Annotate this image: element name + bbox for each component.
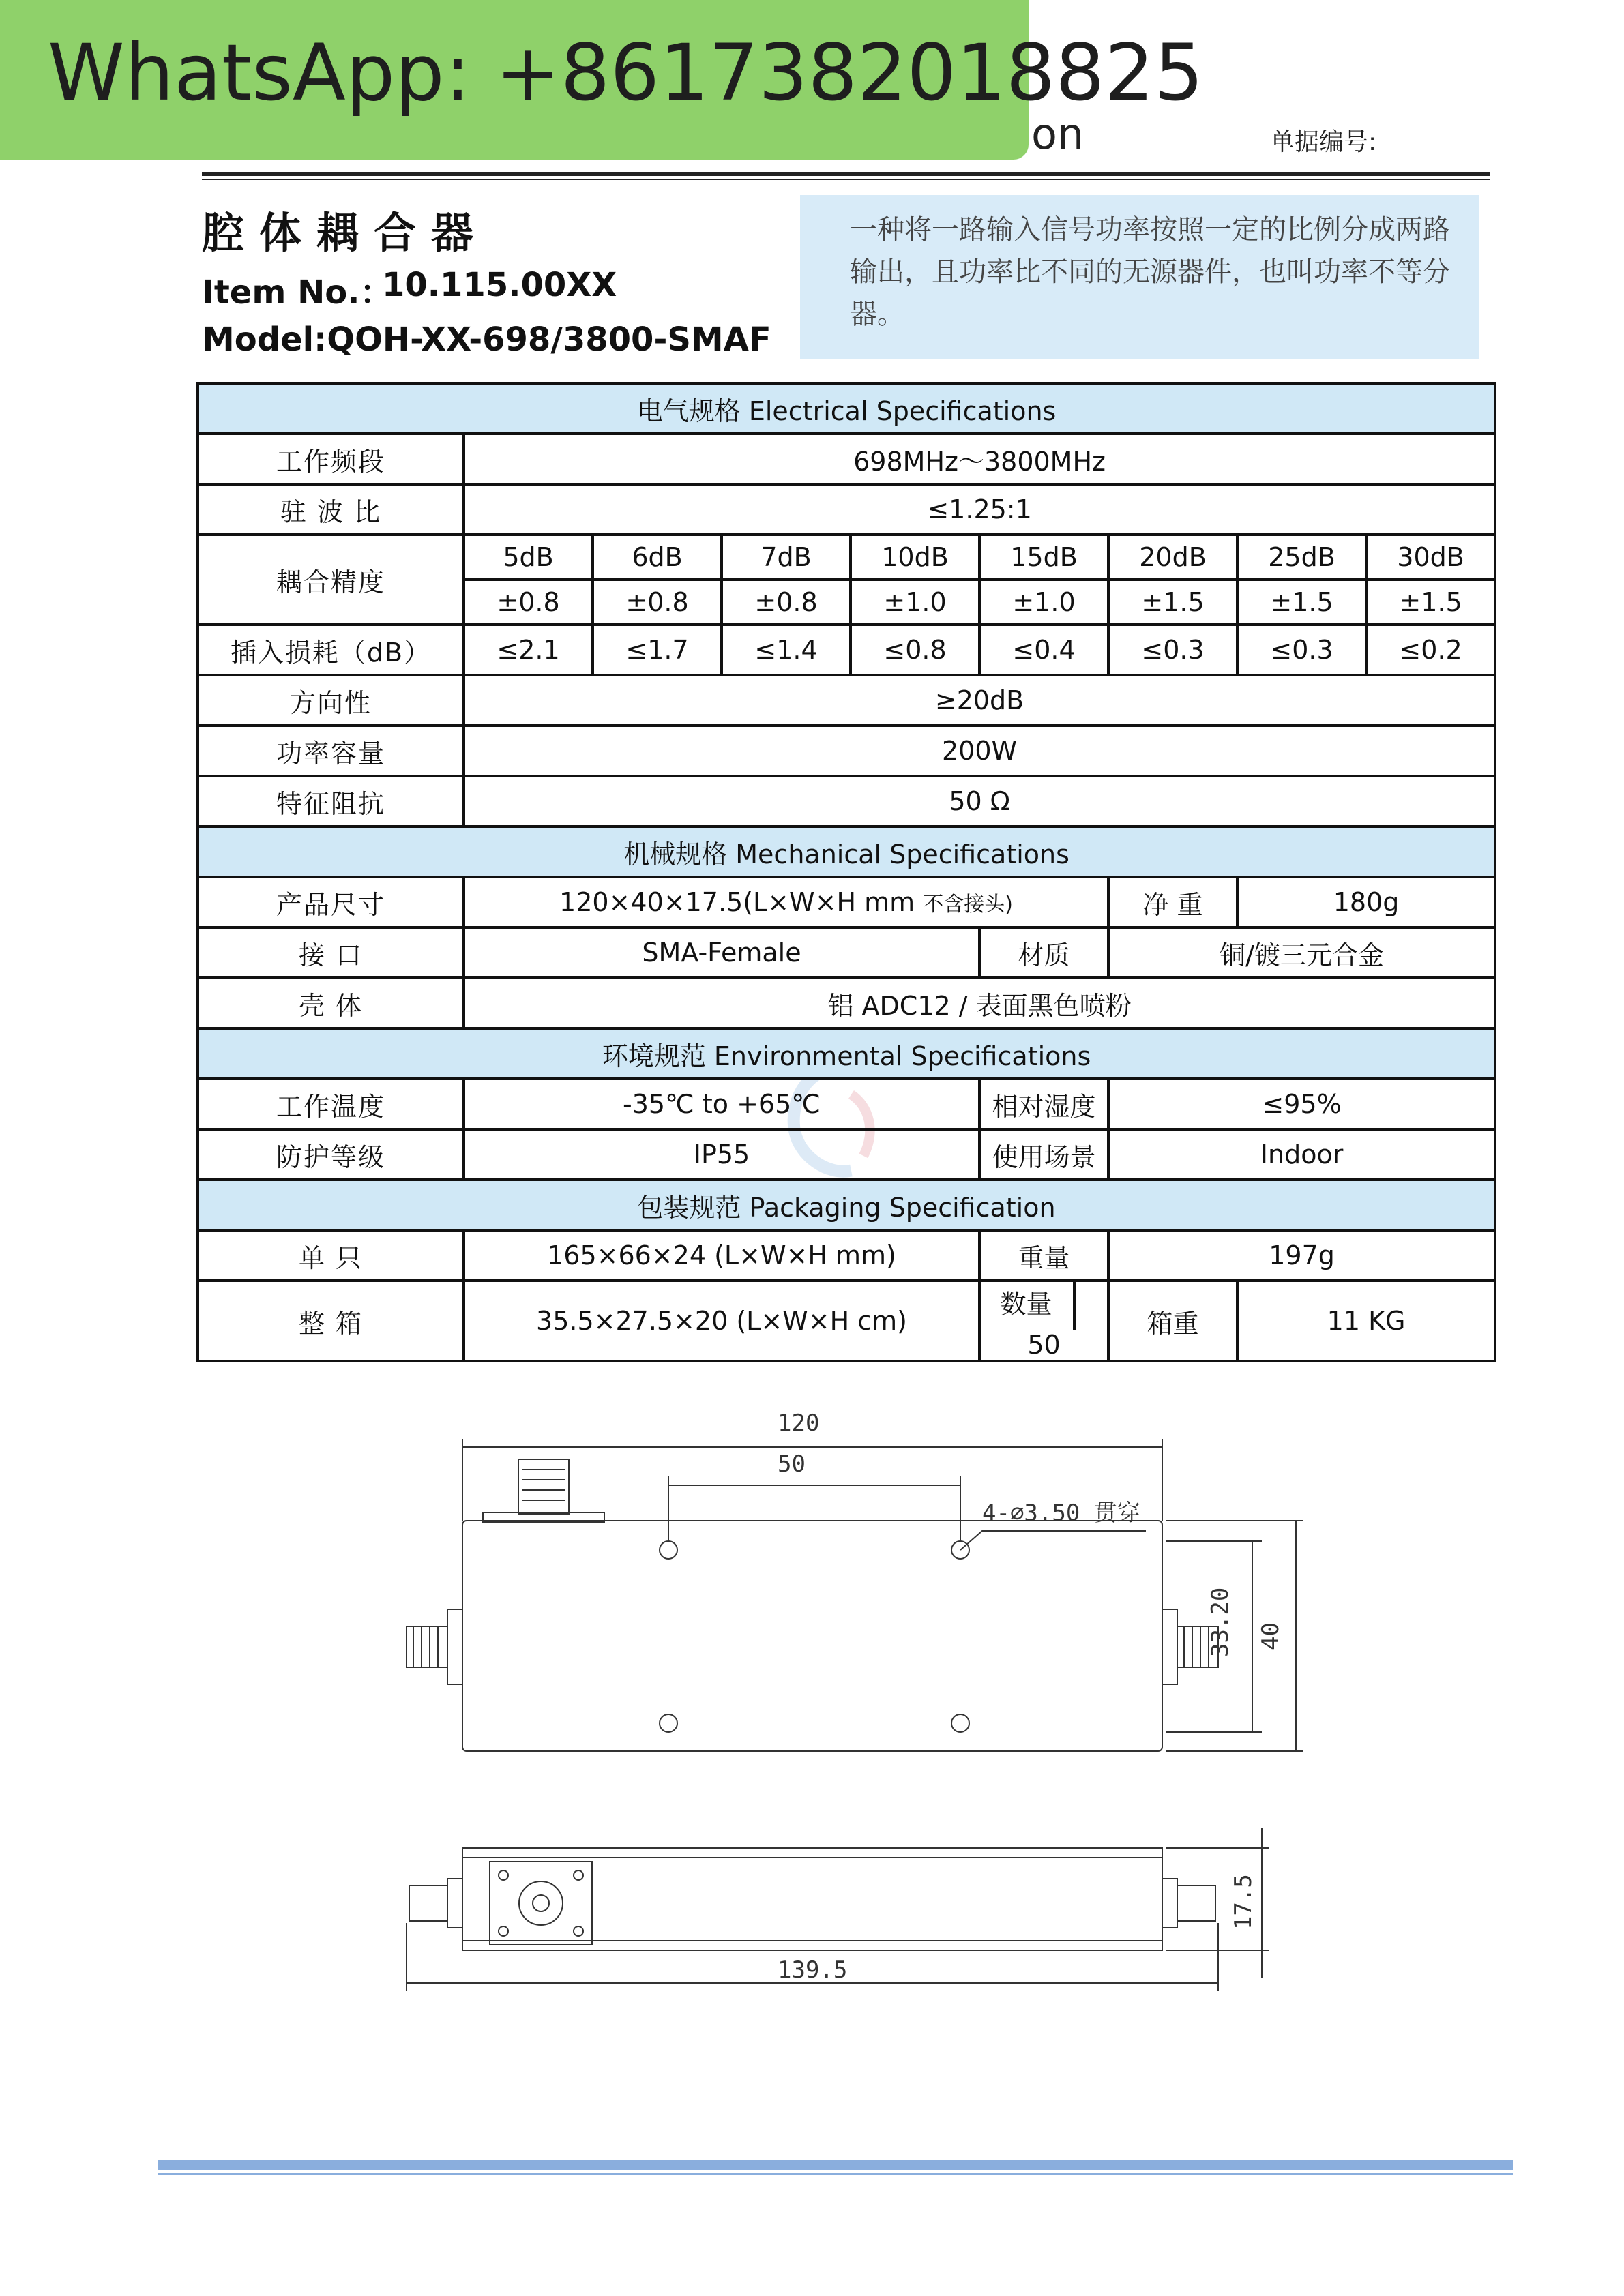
accuracy-value: ±0.8 — [464, 580, 593, 625]
power-value: 200W — [464, 726, 1495, 776]
header-rule-thin — [202, 179, 1490, 180]
port-value: SMA-Female — [464, 927, 979, 978]
housing-value: 铝 ADC12 / 表面黑色喷粉 — [464, 978, 1495, 1028]
size-label: 产品尺寸 — [198, 877, 464, 927]
footer-rule-thin — [158, 2173, 1513, 2175]
document-number-label: 单据编号: — [1270, 128, 1377, 156]
table-row — [198, 675, 1495, 726]
flange-screw — [499, 1926, 508, 1936]
table-row — [198, 978, 1495, 1028]
coupling-value: 15dB — [979, 535, 1108, 580]
humidity-label: 相对湿度 — [979, 1079, 1108, 1129]
size-value — [464, 877, 1108, 927]
dimension-total-length: 139.5 — [778, 1956, 848, 1984]
coupling-value: 30dB — [1366, 535, 1495, 580]
insertion-loss-label: 插入损耗（dB） — [198, 625, 464, 675]
environmental-section-title: 环境规范 Environmental Specifications — [198, 1028, 1495, 1079]
insertion-loss-value: ≤1.4 — [722, 625, 851, 675]
table-row — [198, 1079, 1495, 1129]
material-value: 铜/镀三元合金 — [1108, 927, 1495, 978]
flange-screw — [574, 1926, 583, 1936]
table-row — [198, 927, 1495, 978]
packaging-section-row — [198, 1180, 1495, 1230]
coupling-label: 耦合精度 — [198, 535, 464, 625]
whatsapp-contact-text: WhatsApp: +8617382018825 — [48, 27, 1204, 118]
temperature-label: 工作温度 — [198, 1079, 464, 1129]
frequency-value: 698MHz～3800MHz — [464, 434, 1495, 484]
box-value: 35.5×27.5×20 (L×W×H cm) — [464, 1281, 979, 1361]
unit-weight-label: 重量 — [979, 1230, 1108, 1281]
product-title-cn: 腔体耦合器 — [202, 208, 489, 258]
side-left-connector-flange — [447, 1879, 462, 1928]
insertion-loss-value: ≤0.3 — [1108, 625, 1237, 675]
quantity-cell — [979, 1281, 1108, 1361]
unit-label: 单 只 — [198, 1230, 464, 1281]
impedance-value: 50 Ω — [464, 776, 1495, 826]
directivity-value: ≥20dB — [464, 675, 1495, 726]
size-note: 不含接头) — [923, 893, 1013, 916]
dimension-line-hole-spacing — [668, 1476, 960, 1541]
accuracy-value: ±0.8 — [593, 580, 722, 625]
top-view-body — [462, 1521, 1162, 1751]
mechanical-section-title: 机械规格 Mechanical Specifications — [198, 826, 1495, 877]
unit-weight-value: 197g — [1108, 1230, 1495, 1281]
table-row — [198, 535, 1495, 580]
accuracy-value: ±1.5 — [1108, 580, 1237, 625]
mechanical-section-row — [198, 826, 1495, 877]
coupling-value: 20dB — [1108, 535, 1237, 580]
net-weight-value: 180g — [1237, 877, 1495, 927]
insertion-loss-value: ≤2.1 — [464, 625, 593, 675]
environmental-section-row — [198, 1028, 1495, 1079]
top-connector-thread — [522, 1470, 565, 1500]
side-view-port-pin — [533, 1895, 549, 1911]
mounting-hole — [660, 1714, 677, 1732]
left-connector-flange — [447, 1609, 462, 1684]
top-connector — [518, 1459, 569, 1514]
insertion-loss-value: ≤0.4 — [979, 625, 1108, 675]
flange-screw — [499, 1870, 508, 1880]
side-view-edges — [462, 1858, 1162, 1941]
product-description: 一种将一路输入信号功率按照一定的比例分成两路输出，且功率比不同的无源器件，也叫功率不等分器。 — [850, 214, 1450, 330]
packaging-section-title: 包装规范 Packaging Specification — [198, 1180, 1495, 1230]
protection-value: IP55 — [464, 1129, 979, 1180]
side-view-port-flange — [490, 1862, 592, 1945]
net-weight-label: 净 重 — [1108, 877, 1237, 927]
box-weight-label: 箱重 — [1108, 1281, 1237, 1361]
accuracy-value: ±1.5 — [1366, 580, 1495, 625]
coupling-value: 5dB — [464, 535, 593, 580]
housing-label: 壳 体 — [198, 978, 464, 1028]
side-left-connector — [409, 1885, 447, 1921]
insertion-loss-value: ≤1.7 — [593, 625, 722, 675]
impedance-label: 特征阻抗 — [198, 776, 464, 826]
temperature-value: -35℃ to +65℃ — [464, 1079, 979, 1129]
technical-drawing — [382, 1391, 1323, 2018]
flange-screw — [574, 1870, 583, 1880]
table-row — [198, 877, 1495, 927]
side-view-body — [462, 1848, 1162, 1950]
directivity-label: 方向性 — [198, 675, 464, 726]
quantity-value: 50 — [1027, 1330, 1061, 1360]
dimension-length: 120 — [778, 1410, 820, 1437]
side-view-port — [519, 1881, 563, 1925]
insertion-loss-value: ≤0.2 — [1366, 625, 1495, 675]
electrical-section-title: 电气规格 Electrical Specifications — [198, 383, 1495, 434]
footer-rule — [158, 2160, 1513, 2170]
mounting-hole — [660, 1541, 677, 1559]
side-right-connector-flange — [1162, 1879, 1177, 1928]
quantity-divider — [1073, 1282, 1076, 1330]
mounting-hole — [951, 1714, 969, 1732]
electrical-section-row — [198, 383, 1495, 434]
spec-table — [196, 382, 1496, 1362]
table-row — [198, 1129, 1495, 1180]
table-row — [198, 776, 1495, 826]
box-label: 整 箱 — [198, 1281, 464, 1361]
model-number: Model:QOH-XX-698/3800-SMAF — [202, 320, 771, 359]
power-label: 功率容量 — [198, 726, 464, 776]
item-number-value: 10.115.00XX — [382, 266, 617, 304]
hole-note-leader — [960, 1531, 1146, 1550]
coupling-value: 25dB — [1237, 535, 1366, 580]
port-label: 接 口 — [198, 927, 464, 978]
coupling-value: 10dB — [851, 535, 979, 580]
item-number-label: Item No.： — [202, 273, 393, 312]
dimension-inner-width: 33.20 — [1207, 1587, 1234, 1657]
header-rule-thick — [202, 172, 1490, 176]
accuracy-value: ±1.5 — [1237, 580, 1366, 625]
scene-value: Indoor — [1108, 1129, 1495, 1180]
table-row — [198, 1281, 1495, 1361]
table-row — [198, 1230, 1495, 1281]
material-label: 材质 — [979, 927, 1108, 978]
dimension-width: 40 — [1257, 1622, 1284, 1650]
vswr-label: 驻 波 比 — [198, 484, 464, 535]
coupling-value: 6dB — [593, 535, 722, 580]
frequency-label: 工作频段 — [198, 434, 464, 484]
vswr-value: ≤1.25:1 — [464, 484, 1495, 535]
side-right-connector — [1177, 1885, 1215, 1921]
accuracy-value: ±1.0 — [851, 580, 979, 625]
hole-note: 4-∅3.50 贯穿 — [982, 1500, 1140, 1527]
dimension-hole-spacing: 50 — [778, 1450, 806, 1478]
right-connector-thread — [1184, 1626, 1209, 1667]
insertion-loss-value: ≤0.8 — [851, 625, 979, 675]
coupling-value: 7dB — [722, 535, 851, 580]
size-value-main: 120×40×17.5(L×W×H mm — [559, 887, 915, 917]
table-row — [198, 434, 1495, 484]
protection-label: 防护等级 — [198, 1129, 464, 1180]
humidity-value: ≤95% — [1108, 1079, 1495, 1129]
table-row — [198, 484, 1495, 535]
accuracy-value: ±1.0 — [979, 580, 1108, 625]
unit-value: 165×66×24 (L×W×H mm) — [464, 1230, 979, 1281]
scene-label: 使用场景 — [979, 1129, 1108, 1180]
left-connector-thread — [413, 1626, 438, 1667]
dimension-height: 17.5 — [1230, 1874, 1257, 1930]
accuracy-value: ±0.8 — [722, 580, 851, 625]
header-title-fragment: on — [1031, 109, 1084, 159]
insertion-loss-value: ≤0.3 — [1237, 625, 1366, 675]
box-weight-value: 11 KG — [1237, 1281, 1495, 1361]
table-row — [198, 726, 1495, 776]
quantity-label: 数量 — [1000, 1289, 1052, 1320]
table-row — [198, 625, 1495, 675]
right-connector-flange — [1162, 1609, 1177, 1684]
